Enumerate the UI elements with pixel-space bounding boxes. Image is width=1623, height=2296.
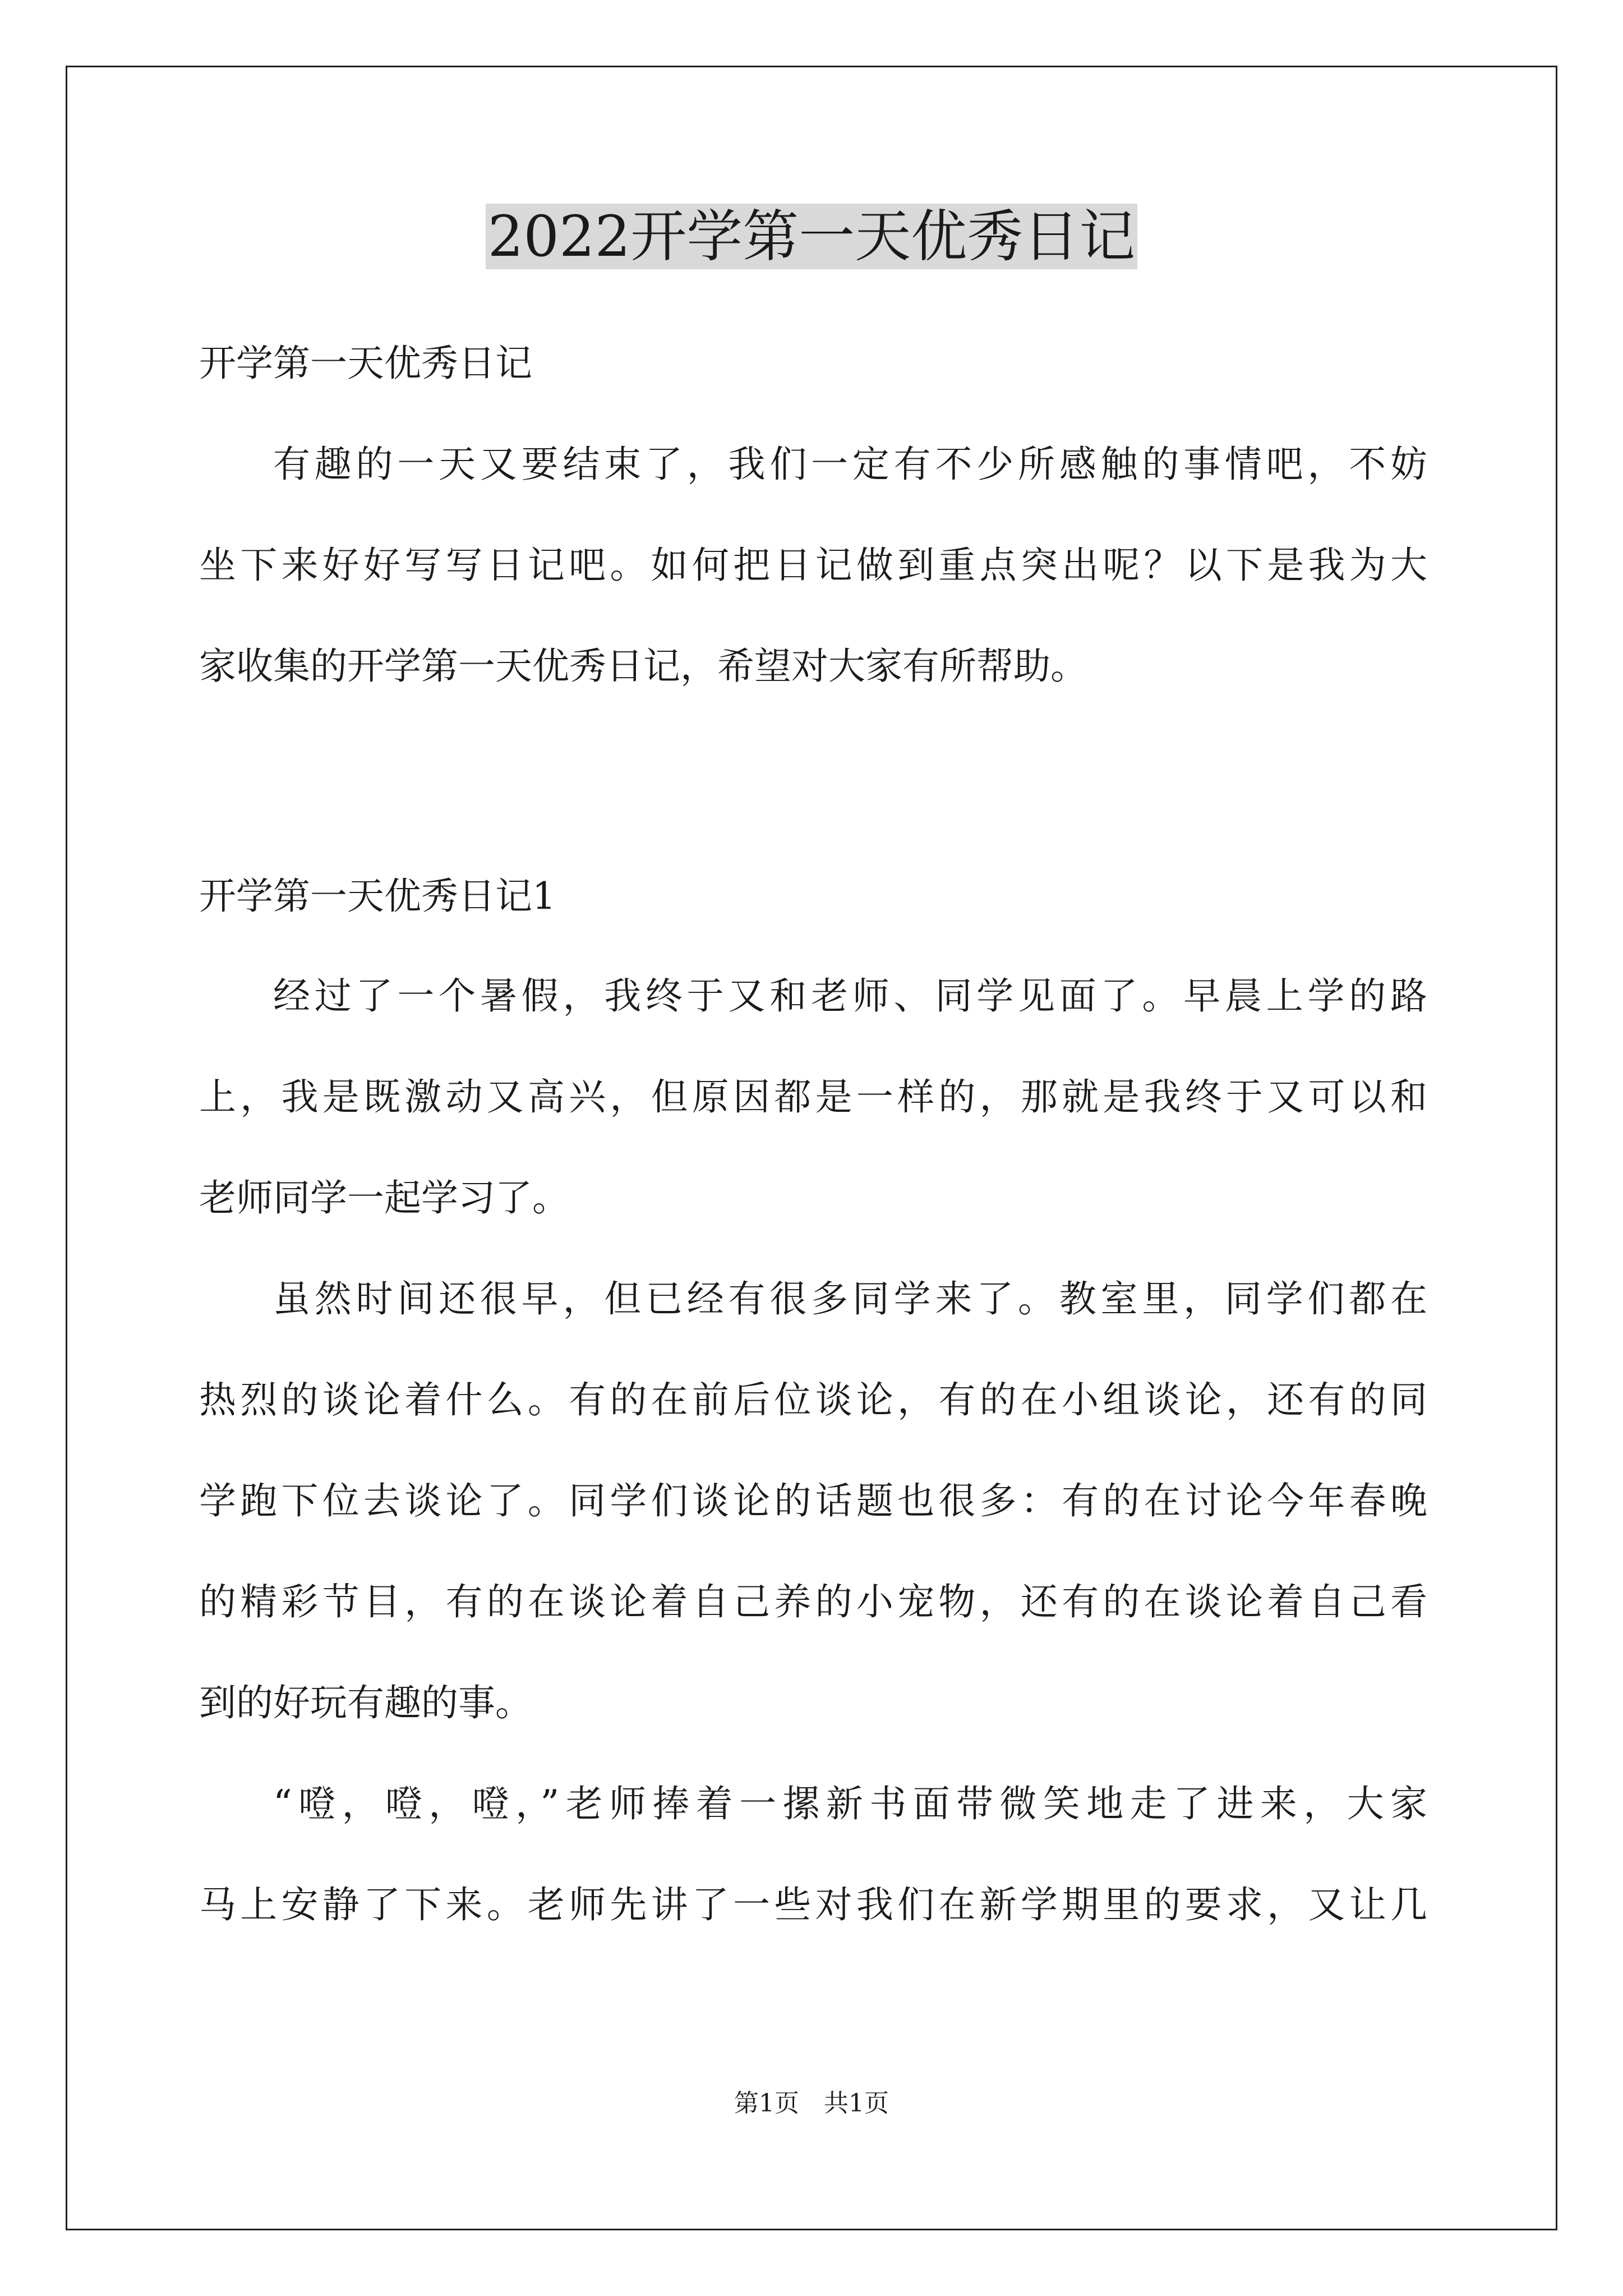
- paragraph-line: 热烈的谈论着什么。有的在前后位谈论，有的在小组谈论，还有的同: [199, 1378, 1427, 1421]
- paragraph-line: 的精彩节目，有的在谈论着自己养的小宠物，还有的在谈论着自己看: [199, 1580, 1427, 1623]
- paragraph-line: 虽然时间还很早，但已经有很多同学来了。教室里，同学们都在: [273, 1277, 1427, 1320]
- section-heading: 开学第一天优秀日记1: [199, 875, 556, 918]
- paragraph-2: [199, 1272, 1427, 1730]
- intro-line: 家收集的开学第一天优秀日记，希望对大家有所帮助。: [199, 645, 1087, 688]
- paragraph-1: [199, 969, 1427, 1225]
- document-subtitle: 开学第一天优秀日记: [199, 342, 532, 385]
- paragraph-line: 经过了一个暑假，我终于又和老师、同学见面了。早晨上学的路: [273, 974, 1427, 1018]
- paragraph-line: 马上安静了下来。老师先讲了一些对我们在新学期里的要求，又让几: [199, 1883, 1427, 1926]
- intro-line: 坐下来好好写写日记吧。如何把日记做到重点突出呢？以下是我为大: [199, 544, 1427, 587]
- paragraph-line: “噔，噔，噔，”老师捧着一摞新书面带微笑地走了进来，大家: [273, 1782, 1427, 1825]
- page-footer: [0, 2087, 1623, 2120]
- paragraph-line: 老师同学一起学习了。: [199, 1176, 569, 1220]
- paragraph-3: [199, 1777, 1427, 1932]
- page-total: 共1页: [824, 2089, 889, 2118]
- document-title: [0, 197, 1623, 276]
- document-title-text: 2022开学第一天优秀日记: [486, 204, 1138, 269]
- intro-paragraph: [199, 438, 1427, 693]
- paragraph-line: 上，我是既激动又高兴，但原因都是一样的，那就是我终于又可以和: [199, 1075, 1427, 1119]
- paragraph-line: 学跑下位去谈论了。同学们谈论的话题也很多：有的在讨论今年春晚: [199, 1479, 1427, 1522]
- paragraph-line: 到的好玩有趣的事。: [199, 1681, 532, 1724]
- intro-line: 有趣的一天又要结束了，我们一定有不少所感触的事情吧，不妨: [273, 443, 1427, 486]
- page-number: 第1页: [734, 2089, 799, 2118]
